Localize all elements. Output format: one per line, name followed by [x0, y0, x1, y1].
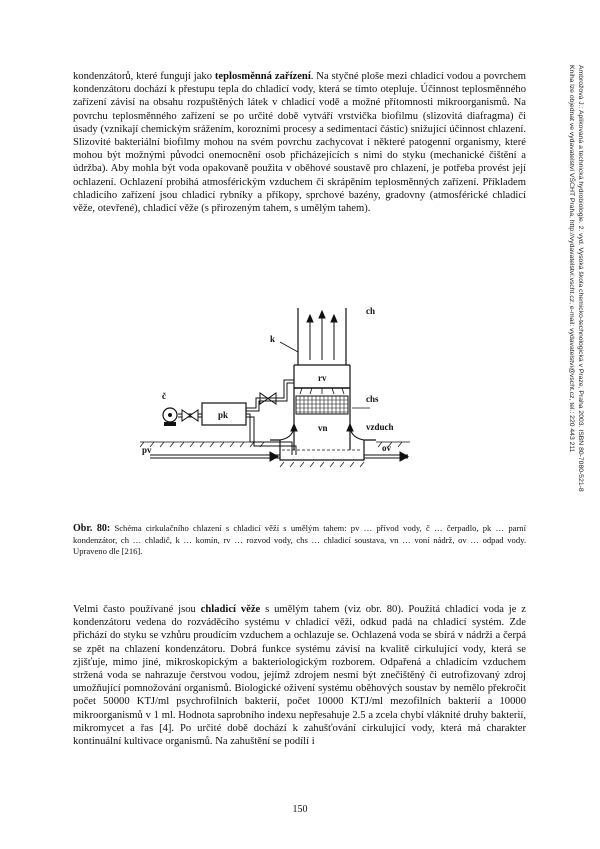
figure-caption	[73, 523, 526, 558]
label-pv: pv	[142, 445, 152, 455]
paragraph-1-text-start: kondenzátorů, které fungují jako	[73, 71, 215, 82]
term-chladici-veze: chladicí věže	[200, 604, 261, 615]
paragraph-2-text-start: Velmi často používané jsou	[73, 604, 201, 615]
label-ch: ch	[366, 306, 375, 316]
condenser-to-tower-pipe	[246, 380, 294, 411]
page-number: 150	[292, 804, 308, 815]
label-pk: pk	[218, 410, 229, 420]
label-ov: ov	[382, 443, 391, 453]
side-note-order-info: Kniha lze objednat ve vydavatelství VŠCHT Praha, http://vydavatelstvi.vscht.cz, e-mail: vydavatelstvi@vscht.cz, tel.: 220 443 211	[568, 65, 575, 453]
cooling-tower-diagram	[120, 290, 420, 520]
pump	[163, 408, 177, 426]
label-vn: vn	[318, 423, 328, 433]
label-c: č	[162, 391, 166, 401]
label-k: k	[270, 334, 276, 344]
paragraph-2-text-rest: s umělým tahem (viz obr. 80). Použitá chladicí voda je z kondenzátoru vedena do rozváděcího systému v chladicí věži, odkud padá na chladicí systém. Zde přichází do styku se vzhůru proudícím vzduchem a ochlazuje se. Ochlazená voda se sbírá v nádrži a čerpá se zpět na chlazení kondenzátoru. Dobrá funkce systému závisí na kvalitě cirkulující vody, která se zjišťuje, mimo jiné, mikroskopickým a bakteriologickým rozborem. Odpařená a chladicím vzduchem stržená voda se nahrazuje čerstvou vodou, jejímž zdrojem nesmí být znečištěný či eutrofizovaný zdroj umožňující pomnožování organismů. Biologické oživení systému oběhových soustav by nemělo překročit počet 50000 KTJ/ml psychrofilních bakterií, počet 10000 KTJ/ml mezofilních bakterií a 10000 mikroorganismů v 1 ml. Hodnota saprobního indexu nepřesahuje 2.5 a zcela chybí vláknité druhy bakterií, mikromycet a řas [4]. Po určité době dochází k zahušťování cirkulující vody, která má charakter kontinuální kultivace organismů. Na zahuštění se podílí i	[73, 604, 527, 748]
paragraph-1-text-rest: . Na styčné ploše mezi chladicí vodou a povrchem kondenzátoru dochází k přestupu tepla do chladicí vody, která se tímto otepluje. Účinnost teplosměnného zařízení závisí na obsahu rozpuštěných látek v chladicí vodě a možné přítomnosti mikroorganismů. Na povrchu teplosměnného zařízení se po určité době vytváří vrstvička biofilmu (slizovitá diafragma) či úsady (vznikají chemickým srážením, korozními procesy a sedimentací částic) snižující účinnost chlazení. Slizovité bakteriální biofilmy mohou na svém povrchu zachycovat i některé patogenní organismy, které mohou být možnými původci onemocnění osob přicházejících s nimi do styku (mechanické čištění a údržba). Aby mohla být voda opakovaně použita v oběhové soustavě pro chlazení, je potřeba provést její ochlazení. Ochlazení probíhá atmosférickým vzduchem či skrápěním teplosměnných zařízení. Příkladem chladicího zařízení jsou chladicí rybníky a příkopy, sprchové bazény, gradovny (atmosférické chladicí věže, otevřené), chladicí věže (s přirozeným tahem, s umělým tahem).	[73, 71, 526, 215]
water-basin	[270, 440, 376, 460]
water-supply-pipe	[150, 452, 280, 461]
label-chs: chs	[366, 394, 379, 404]
caption-text: Schéma cirkulačního chlazení s chladicí věží s umělým tahem: pv … přívod vody, č … čerpadlo, pk … parní kondenzátor, ch … chladič, k … komín, rv … rozvod vody, chs … chladicí soustava, vn … voní nádrž, ov … odpad vody. Upraveno dle [216].	[73, 523, 526, 557]
caption-title: Obr. 80:	[73, 523, 111, 534]
term-teplosmenna-zarizeni: teplosměnná zařízení	[214, 71, 311, 82]
side-note	[545, 65, 585, 625]
cooling-fill	[296, 396, 348, 414]
chimney-pointer	[280, 342, 298, 352]
air-flow-arrows	[307, 311, 337, 360]
label-vzduch: vzduch	[366, 422, 394, 432]
label-rv: rv	[318, 373, 327, 383]
paragraph-1	[73, 70, 526, 215]
side-note-citation: Ambrožová J.: Aplikovaná a technická hydrobiologie. 2. vyd. Vysoká škola chemicko-technologická v Praze, Praha 2003. ISBN 80-7080-521-8	[577, 65, 584, 492]
paragraph-2	[73, 603, 526, 748]
water-outlet-pipe	[364, 452, 408, 461]
spray-lines	[300, 388, 344, 394]
